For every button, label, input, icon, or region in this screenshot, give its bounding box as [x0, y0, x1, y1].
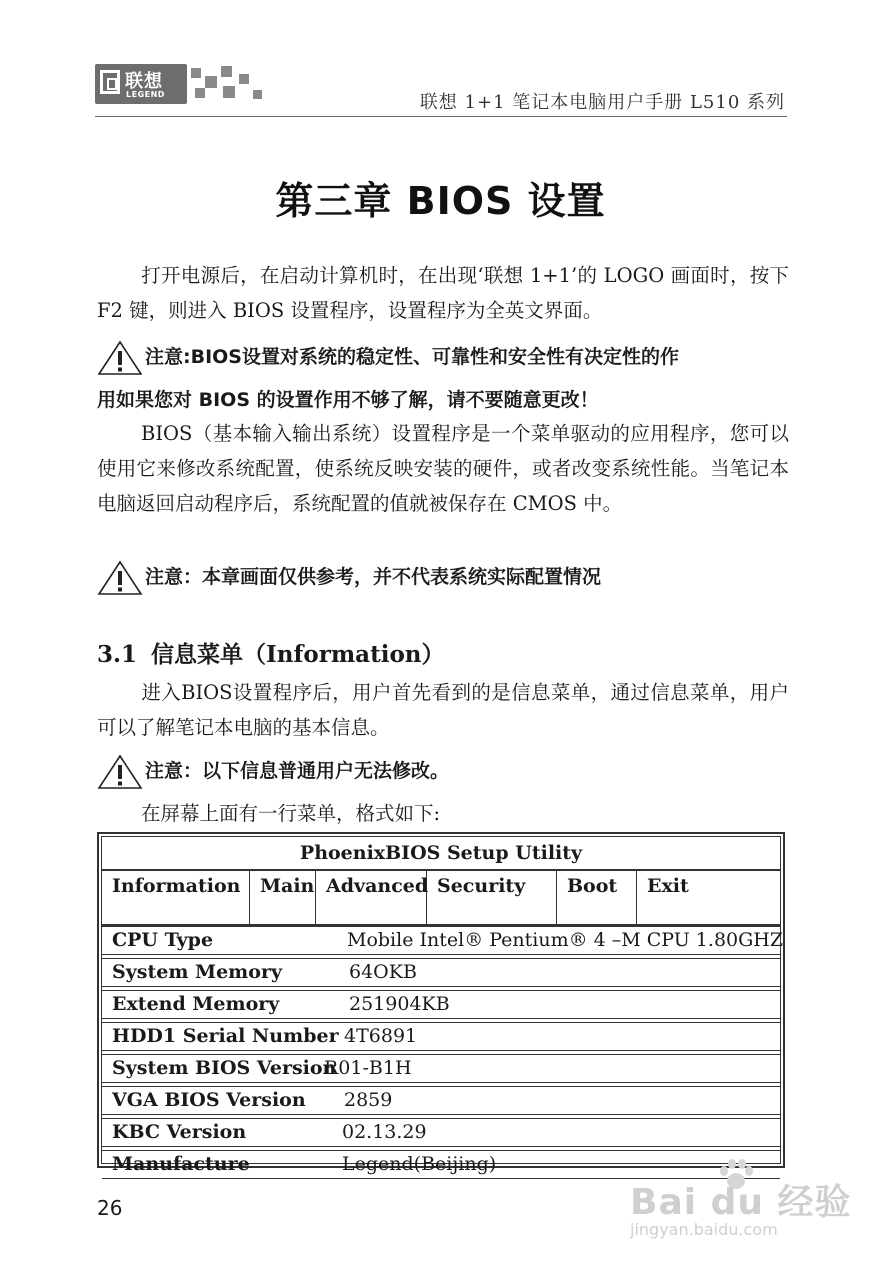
bios-row-key: System BIOS Version [112, 1057, 337, 1079]
information-menu-text: 进入BIOS设置程序后，用户首先看到的是信息菜单，通过信息菜单，用户可以了解笔记本电脑的基本信息。 [97, 681, 789, 739]
bios-row-value: Mobile Intel® Pentium® 4 –M CPU 1.80GHZ [347, 929, 784, 951]
note-readonly [97, 750, 789, 793]
note-reference-only [97, 556, 789, 599]
bios-row-value: 2859 [344, 1089, 393, 1111]
intro-paragraph [97, 258, 789, 328]
note-bios-warning [97, 336, 789, 422]
watermark-url: jingyan.baidu.com [630, 1220, 778, 1239]
section-title: 信息菜单（Information） [151, 641, 445, 668]
warning-icon [97, 754, 143, 790]
warning-icon [97, 560, 143, 596]
bios-row-cpu-type [102, 926, 784, 955]
section-number: 3.1 [97, 641, 138, 668]
bios-menu-advanced: Advanced [316, 869, 427, 924]
bios-row-kbc-version [102, 1118, 780, 1147]
warning-icon [97, 340, 143, 376]
baidu-jingyan-watermark [620, 1158, 852, 1248]
bios-row-key: KBC Version [112, 1121, 247, 1143]
logo-subtext: LEGEND [126, 90, 165, 99]
logo-mark-icon [100, 70, 120, 94]
legend-logo [95, 62, 267, 106]
bios-menu-bar [102, 869, 780, 926]
bios-row-key: Manufacture [112, 1153, 250, 1175]
bios-row-value: 4T6891 [344, 1025, 418, 1047]
bios-menu-exit: Exit [647, 875, 689, 897]
bios-menu-information: Information [102, 869, 250, 924]
bios-description-paragraph [97, 416, 789, 521]
note-readonly-text: 注意：以下信息普通用户无法修改。 [145, 760, 450, 782]
logo-pixel-icon [223, 86, 235, 98]
header-divider [95, 116, 787, 117]
intro-paragraph-text: 打开电源后，在启动计算机时，在出现‘联想 1+1’的 LOGO 画面时，按下 F2 键，则进入 BIOS 设置程序，设置程序为全英文界面。 [97, 264, 789, 322]
bios-row-system-bios-version [102, 1054, 780, 1083]
bios-menu-main: Main [250, 869, 316, 924]
chapter-title: 第三章 BIOS 设置 [275, 179, 606, 223]
bios-row-key: CPU Type [112, 929, 214, 951]
logo-pixel-icon [221, 66, 232, 77]
bios-description-text: BIOS（基本输入输出系统）设置程序是一个菜单驱动的应用程序，您可以使用它来修改系统配置，使系统反映安装的硬件，或者改变系统性能。当笔记本电脑返回启动程序后，系统配置的值就被保存在 CMOS 中。 [97, 422, 789, 515]
logo-pixel-icon [195, 88, 205, 98]
bios-row-extend-memory [102, 990, 780, 1019]
note-reference-text: 注意：本章画面仅供参考，并不代表系统实际配置情况 [145, 566, 602, 588]
logo-badge [95, 64, 187, 104]
bios-row-hdd1-serial [102, 1022, 780, 1051]
section-heading [97, 636, 445, 669]
bios-row-value: 251904KB [349, 993, 450, 1015]
bios-row-value: 64OKB [349, 961, 417, 983]
page-number: 26 [97, 1196, 123, 1220]
logo-text: 联想 [125, 71, 163, 92]
logo-pixel-icon [191, 68, 201, 78]
bios-row-key: System Memory [112, 961, 282, 983]
note-line-2: 用如果您对 BIOS 的设置作用不够了解，请不要随意更改！ [97, 389, 599, 411]
bios-row-value: Legend(Beijing) [342, 1153, 497, 1175]
logo-pixel-icon [239, 74, 249, 84]
bios-row-value: 02.13.29 [342, 1121, 427, 1143]
logo-pixel-icon [205, 76, 217, 88]
menu-format-text: 在屏幕上面有一行菜单，格式如下: [141, 802, 441, 825]
bios-screen-table [97, 832, 785, 1175]
bios-menu-boot: Boot [557, 869, 637, 924]
bios-row-key: HDD1 Serial Number [112, 1025, 339, 1047]
bios-row-value: R01-B1H [324, 1057, 412, 1079]
logo-pixel-icon [253, 90, 262, 99]
bios-info-rows [102, 926, 784, 1182]
bios-row-vga-bios-version [102, 1086, 780, 1115]
note-line-1: 注意:BIOS设置对系统的稳定性、可靠性和安全性有决定性的作 [145, 346, 679, 368]
header-title: 联想 1+1 笔记本电脑用户手册 L510 系列 [419, 92, 785, 113]
bios-menu-security: Security [427, 869, 557, 924]
watermark-brand: Bai du 经验 [630, 1182, 852, 1223]
bios-row-key: Extend Memory [112, 993, 280, 1015]
bios-screen-inner [101, 836, 784, 1175]
menu-format-paragraph [97, 796, 789, 831]
bios-row-system-memory [102, 958, 780, 987]
bios-row-key: VGA BIOS Version [112, 1089, 306, 1111]
information-menu-paragraph [97, 675, 789, 745]
bios-title-bar: PhoenixBIOS Setup Utility [102, 837, 780, 871]
